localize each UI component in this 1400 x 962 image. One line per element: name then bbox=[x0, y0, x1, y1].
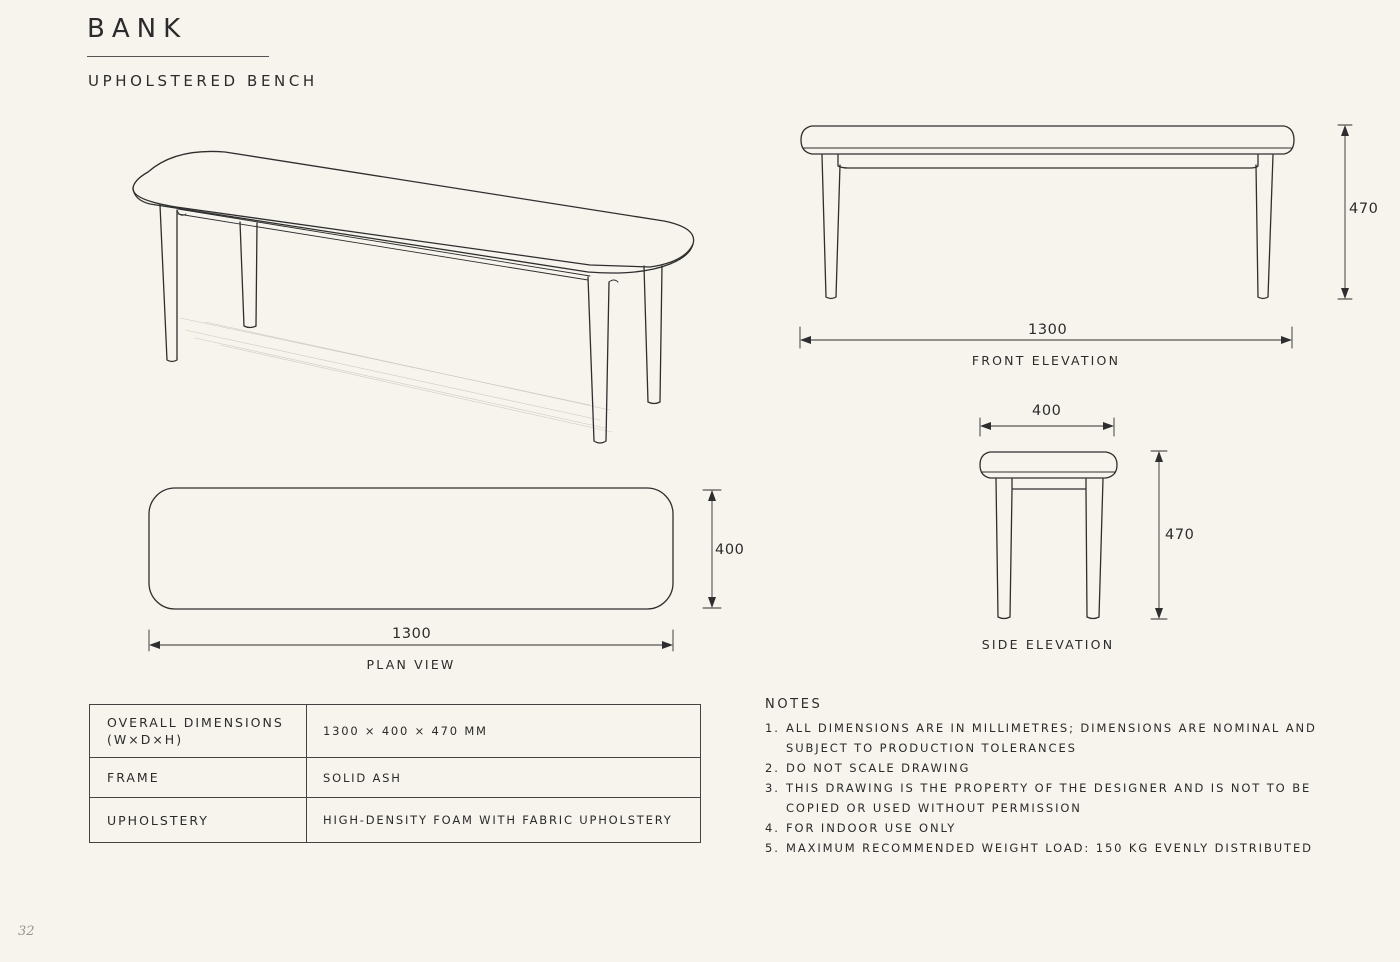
side-leg-left bbox=[996, 479, 1012, 619]
page-title: BANK bbox=[87, 14, 188, 44]
notes-list bbox=[765, 718, 1325, 858]
list-item: 2. DO NOT SCALE DRAWING bbox=[765, 761, 971, 775]
plan-view bbox=[149, 488, 721, 651]
front-leg-left bbox=[822, 155, 840, 299]
spec-value: SOLID ASH bbox=[307, 758, 701, 798]
side-elevation bbox=[980, 418, 1167, 619]
plan-view-label: PLAN VIEW bbox=[366, 657, 456, 672]
side-seat bbox=[980, 452, 1117, 478]
list-item: 1. ALL DIMENSIONS ARE IN MILLIMETRES; DIMENSIONS ARE NOMINAL AND SUBJECT TO PRODUCTION TOLERANCES bbox=[765, 721, 1317, 755]
side-height-dimension: 470 bbox=[1165, 527, 1195, 543]
plan-depth-dimension: 400 bbox=[715, 542, 745, 558]
front-apron bbox=[838, 155, 1258, 168]
side-depth-dimension: 400 bbox=[1032, 403, 1062, 419]
side-elevation-label: SIDE ELEVATION bbox=[981, 637, 1115, 652]
list-item: 3. THIS DRAWING IS THE PROPERTY OF THE DESIGNER AND IS NOT TO BE COPIED OR USED WITHOUT PERMISSION bbox=[765, 781, 1312, 815]
plan-seat-outline bbox=[149, 488, 673, 609]
front-width-dimension: 1300 bbox=[1028, 322, 1068, 338]
leg-back-left bbox=[240, 222, 257, 328]
spec-value: 1300 × 400 × 470 MM bbox=[307, 705, 701, 758]
spec-key: UPHOLSTERY bbox=[90, 798, 307, 843]
front-elevation bbox=[800, 125, 1352, 348]
page-number: 32 bbox=[18, 924, 35, 939]
specifications-table bbox=[89, 704, 701, 843]
page-subtitle: UPHOLSTERED BENCH bbox=[88, 72, 318, 90]
leg-front-left bbox=[160, 205, 177, 362]
spec-key: FRAME bbox=[90, 758, 307, 798]
spec-value: HIGH-DENSITY FOAM WITH FABRIC UPHOLSTERY bbox=[307, 798, 701, 843]
leg-bracket bbox=[177, 210, 618, 282]
notes-heading: NOTES bbox=[765, 697, 823, 712]
front-elevation-label: FRONT ELEVATION bbox=[971, 353, 1121, 368]
list-item: 5. MAXIMUM RECOMMENDED WEIGHT LOAD: 150 KG EVENLY DISTRIBUTED bbox=[765, 841, 1313, 855]
seat-top bbox=[133, 151, 694, 267]
front-leg-right bbox=[1256, 155, 1273, 299]
front-height-dimension: 470 bbox=[1349, 201, 1379, 217]
apron bbox=[178, 209, 590, 280]
list-item: 4. FOR INDOOR USE ONLY bbox=[765, 821, 957, 835]
seat-edge bbox=[133, 188, 693, 273]
floor-shadow bbox=[180, 318, 612, 432]
table-row bbox=[90, 758, 701, 798]
front-seat bbox=[801, 126, 1294, 154]
table-row bbox=[90, 705, 701, 758]
side-leg-right bbox=[1086, 479, 1103, 619]
leg-back-right bbox=[644, 266, 662, 404]
table-row bbox=[90, 798, 701, 843]
spec-key: OVERALL DIMENSIONS (W×D×H) bbox=[90, 705, 307, 758]
side-apron bbox=[1012, 479, 1086, 489]
plan-width-dimension: 1300 bbox=[392, 626, 432, 642]
perspective-view bbox=[133, 151, 694, 443]
